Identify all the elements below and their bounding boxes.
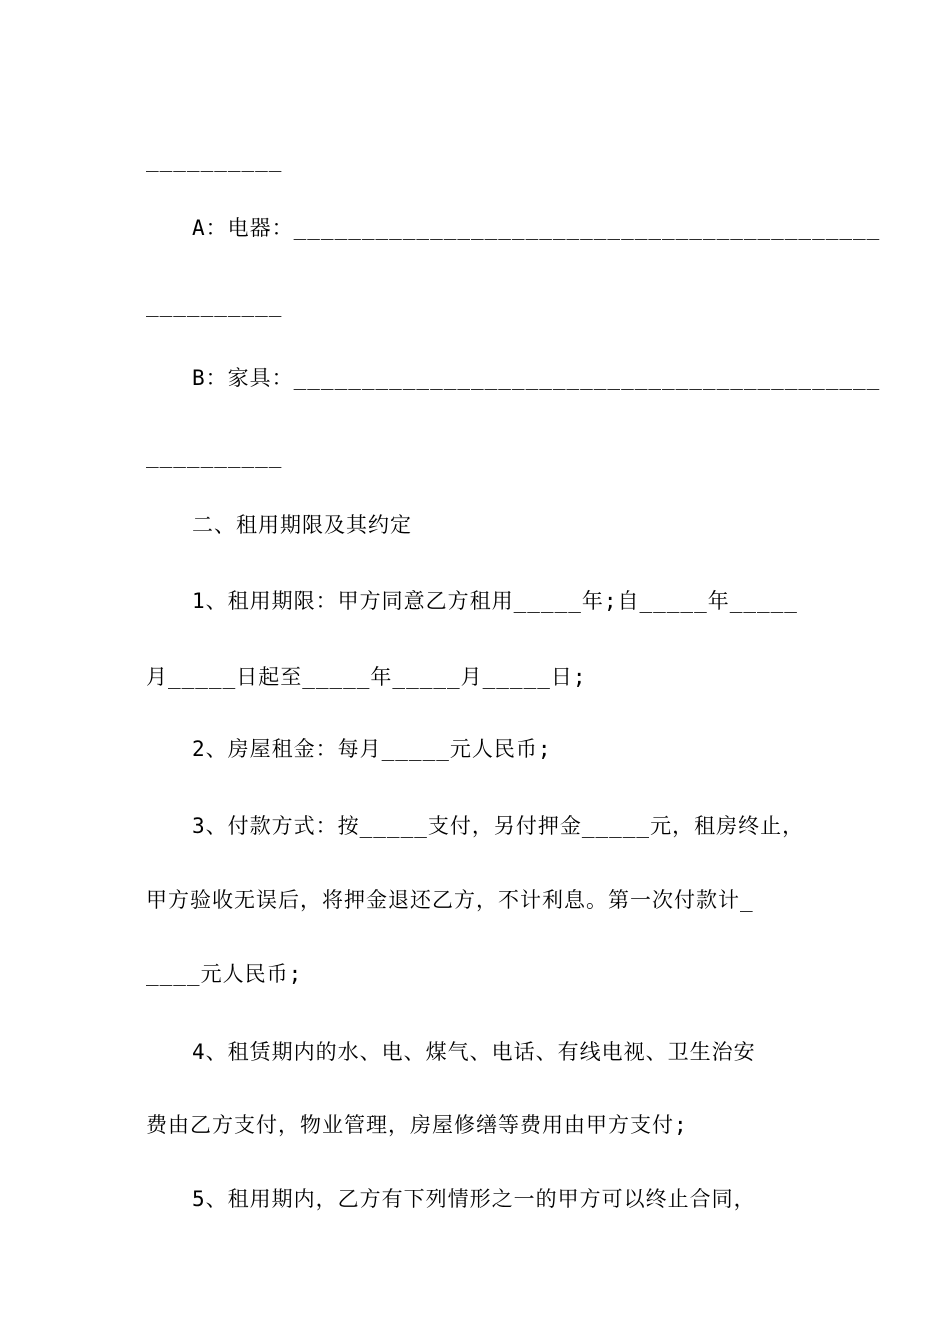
payment-line-1: 3、付款方式：按_____支付，另付押金_____元，租房终止， — [192, 814, 805, 838]
appliances-line: A：电器：___________________________________________ — [192, 216, 881, 240]
blank-line-1: __________ — [146, 148, 283, 172]
payment-line-2: 甲方验收无误后，将押金退还乙方，不计利息。第一次付款计_ — [146, 888, 754, 912]
blank-line-2: __________ — [146, 293, 283, 317]
utilities-line-1: 4、租赁期内的水、电、煤气、电话、有线电视、卫生治安 — [192, 1040, 756, 1064]
term-line-2: 月_____日起至_____年_____月_____日; — [146, 665, 587, 689]
term-line-1: 1、租用期限：甲方同意乙方租用_____年;自_____年_____ — [192, 589, 798, 613]
termination-line: 5、租用期内，乙方有下列情形之一的甲方可以终止合同， — [192, 1187, 756, 1211]
utilities-line-2: 费由乙方支付，物业管理，房屋修缮等费用由甲方支付; — [146, 1113, 688, 1137]
payment-line-3: ____元人民币; — [146, 962, 303, 986]
rent-line: 2、房屋租金：每月_____元人民币; — [192, 737, 552, 761]
furniture-line: B：家具：___________________________________________ — [192, 366, 881, 390]
section-heading-2: 二、租用期限及其约定 — [192, 513, 412, 537]
blank-line-3: __________ — [146, 444, 283, 468]
